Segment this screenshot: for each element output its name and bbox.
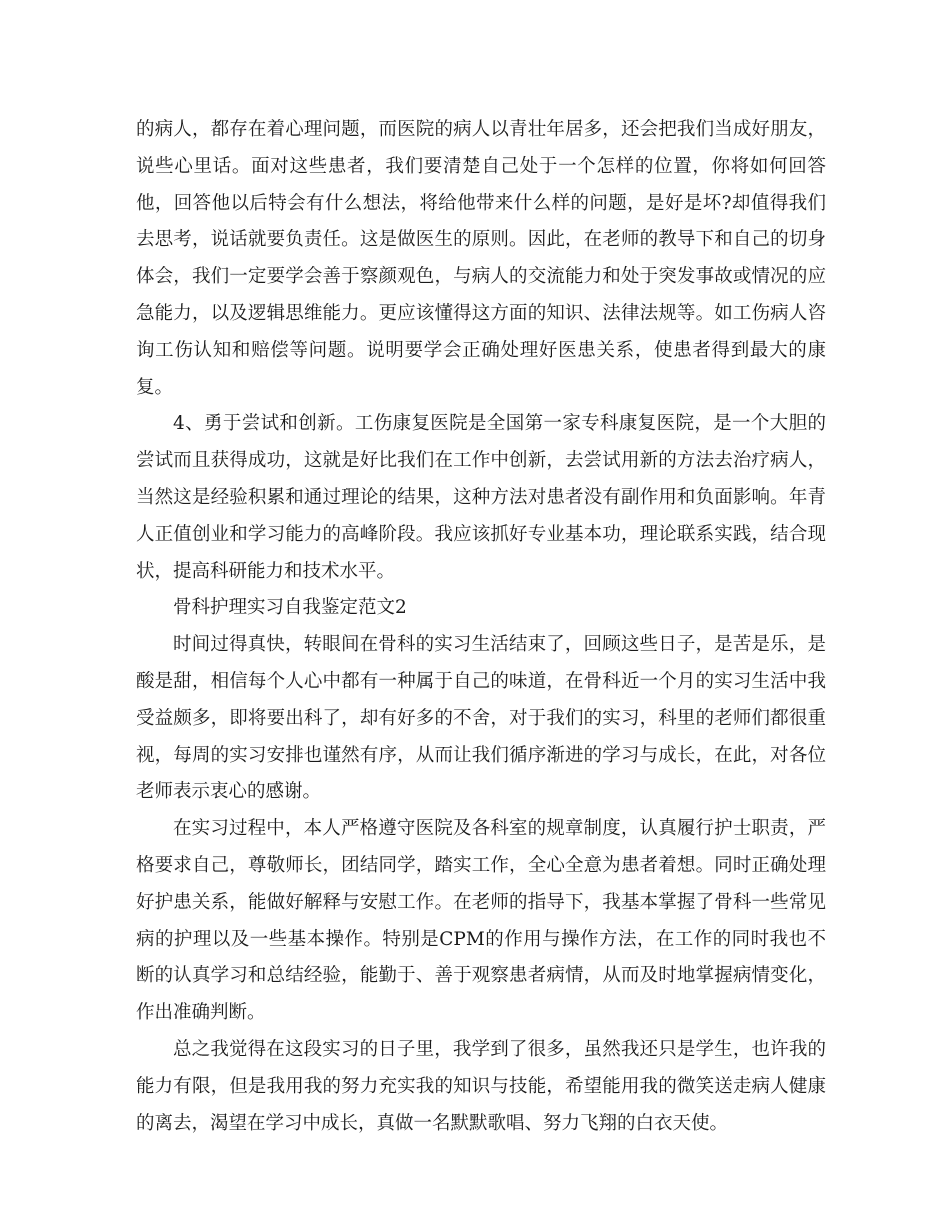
paragraph-continuation: 的病人，都存在着心理问题，而医院的病人以青壮年居多，还会把我们当成好朋友，说些心里话。面对这些患者，我们要清楚自己处于一个怎样的位置，你将如何回答他，回答他以后特会有什么想法，将给他带来什么样的问题，是好是坏?却值得我们去思考，说话就要负责任。这是做医生的原则。因此，在老师的教导下和自己的切身体会，我们一定要学会善于察颜观色，与病人的交流能力和处于突发事故或情况的应急能力，以及逻辑思维能力。更应该懂得这方面的知识、法律法规等。如工伤病人咨询工伤认知和赔偿等问题。说明要学会正确处理好医患关系，使患者得到最大的康复。 [136, 119, 826, 398]
paragraph-intro: 时间过得真快，转眼间在骨科的实习生活结束了，回顾这些日子，是苦是乐，是酸是甜，相信每个人心中都有一种属于自己的味道，在骨科近一个月的实习生活中我受益颇多，即将要出科了，却有好多的不舍，对于我们的实习，科里的老师们都很重视，每周的实习安排也谨然有序，从而让我们循序渐进的学习与成长，在此，对各位老师表示衷心的感谢。 [136, 634, 826, 803]
document-body [136, 112, 826, 1142]
section-heading: 骨科护理实习自我鉴定范文2 [173, 597, 407, 619]
paragraph-innovation: 4、勇于尝试和创新。工伤康复医院是全国第一家专科康复医院，是一个大胆的尝试而且获得成功，这就是好比我们在工作中创新，去尝试用新的方法去治疗病人，当然这是经验积累和通过理论的结果，这种方法对患者没有副作用和负面影响。年青人正值创业和学习能力的高峰阶段。我应该抓好专业基本功，理论联系实践，结合现状，提高科研能力和技术水平。 [136, 413, 826, 582]
paragraph-summary: 总之我觉得在这段实习的日子里，我学到了很多，虽然我还只是学生，也许我的能力有限，但是我用我的努力充实我的知识与技能，希望能用我的微笑送走病人健康的离去，渴望在学习中成长，真做一名默默歌唱、努力飞翔的白衣天使。 [136, 1038, 826, 1134]
paragraph-practice: 在实习过程中，本人严格遵守医院及各科室的规章制度，认真履行护士职责，严格要求自己，尊敬师长，团结同学，踏实工作，全心全意为患者着想。同时正确处理好护患关系，能做好解释与安慰工作。在老师的指导下，我基本掌握了骨科一些常见病的护理以及一些基本操作。特别是CPM的作用与操作方法，在工作的同时我也不断的认真学习和总结经验，能勤于、善于观察患者病情，从而及时地掌握病情变化，作出准确判断。 [136, 818, 826, 1024]
